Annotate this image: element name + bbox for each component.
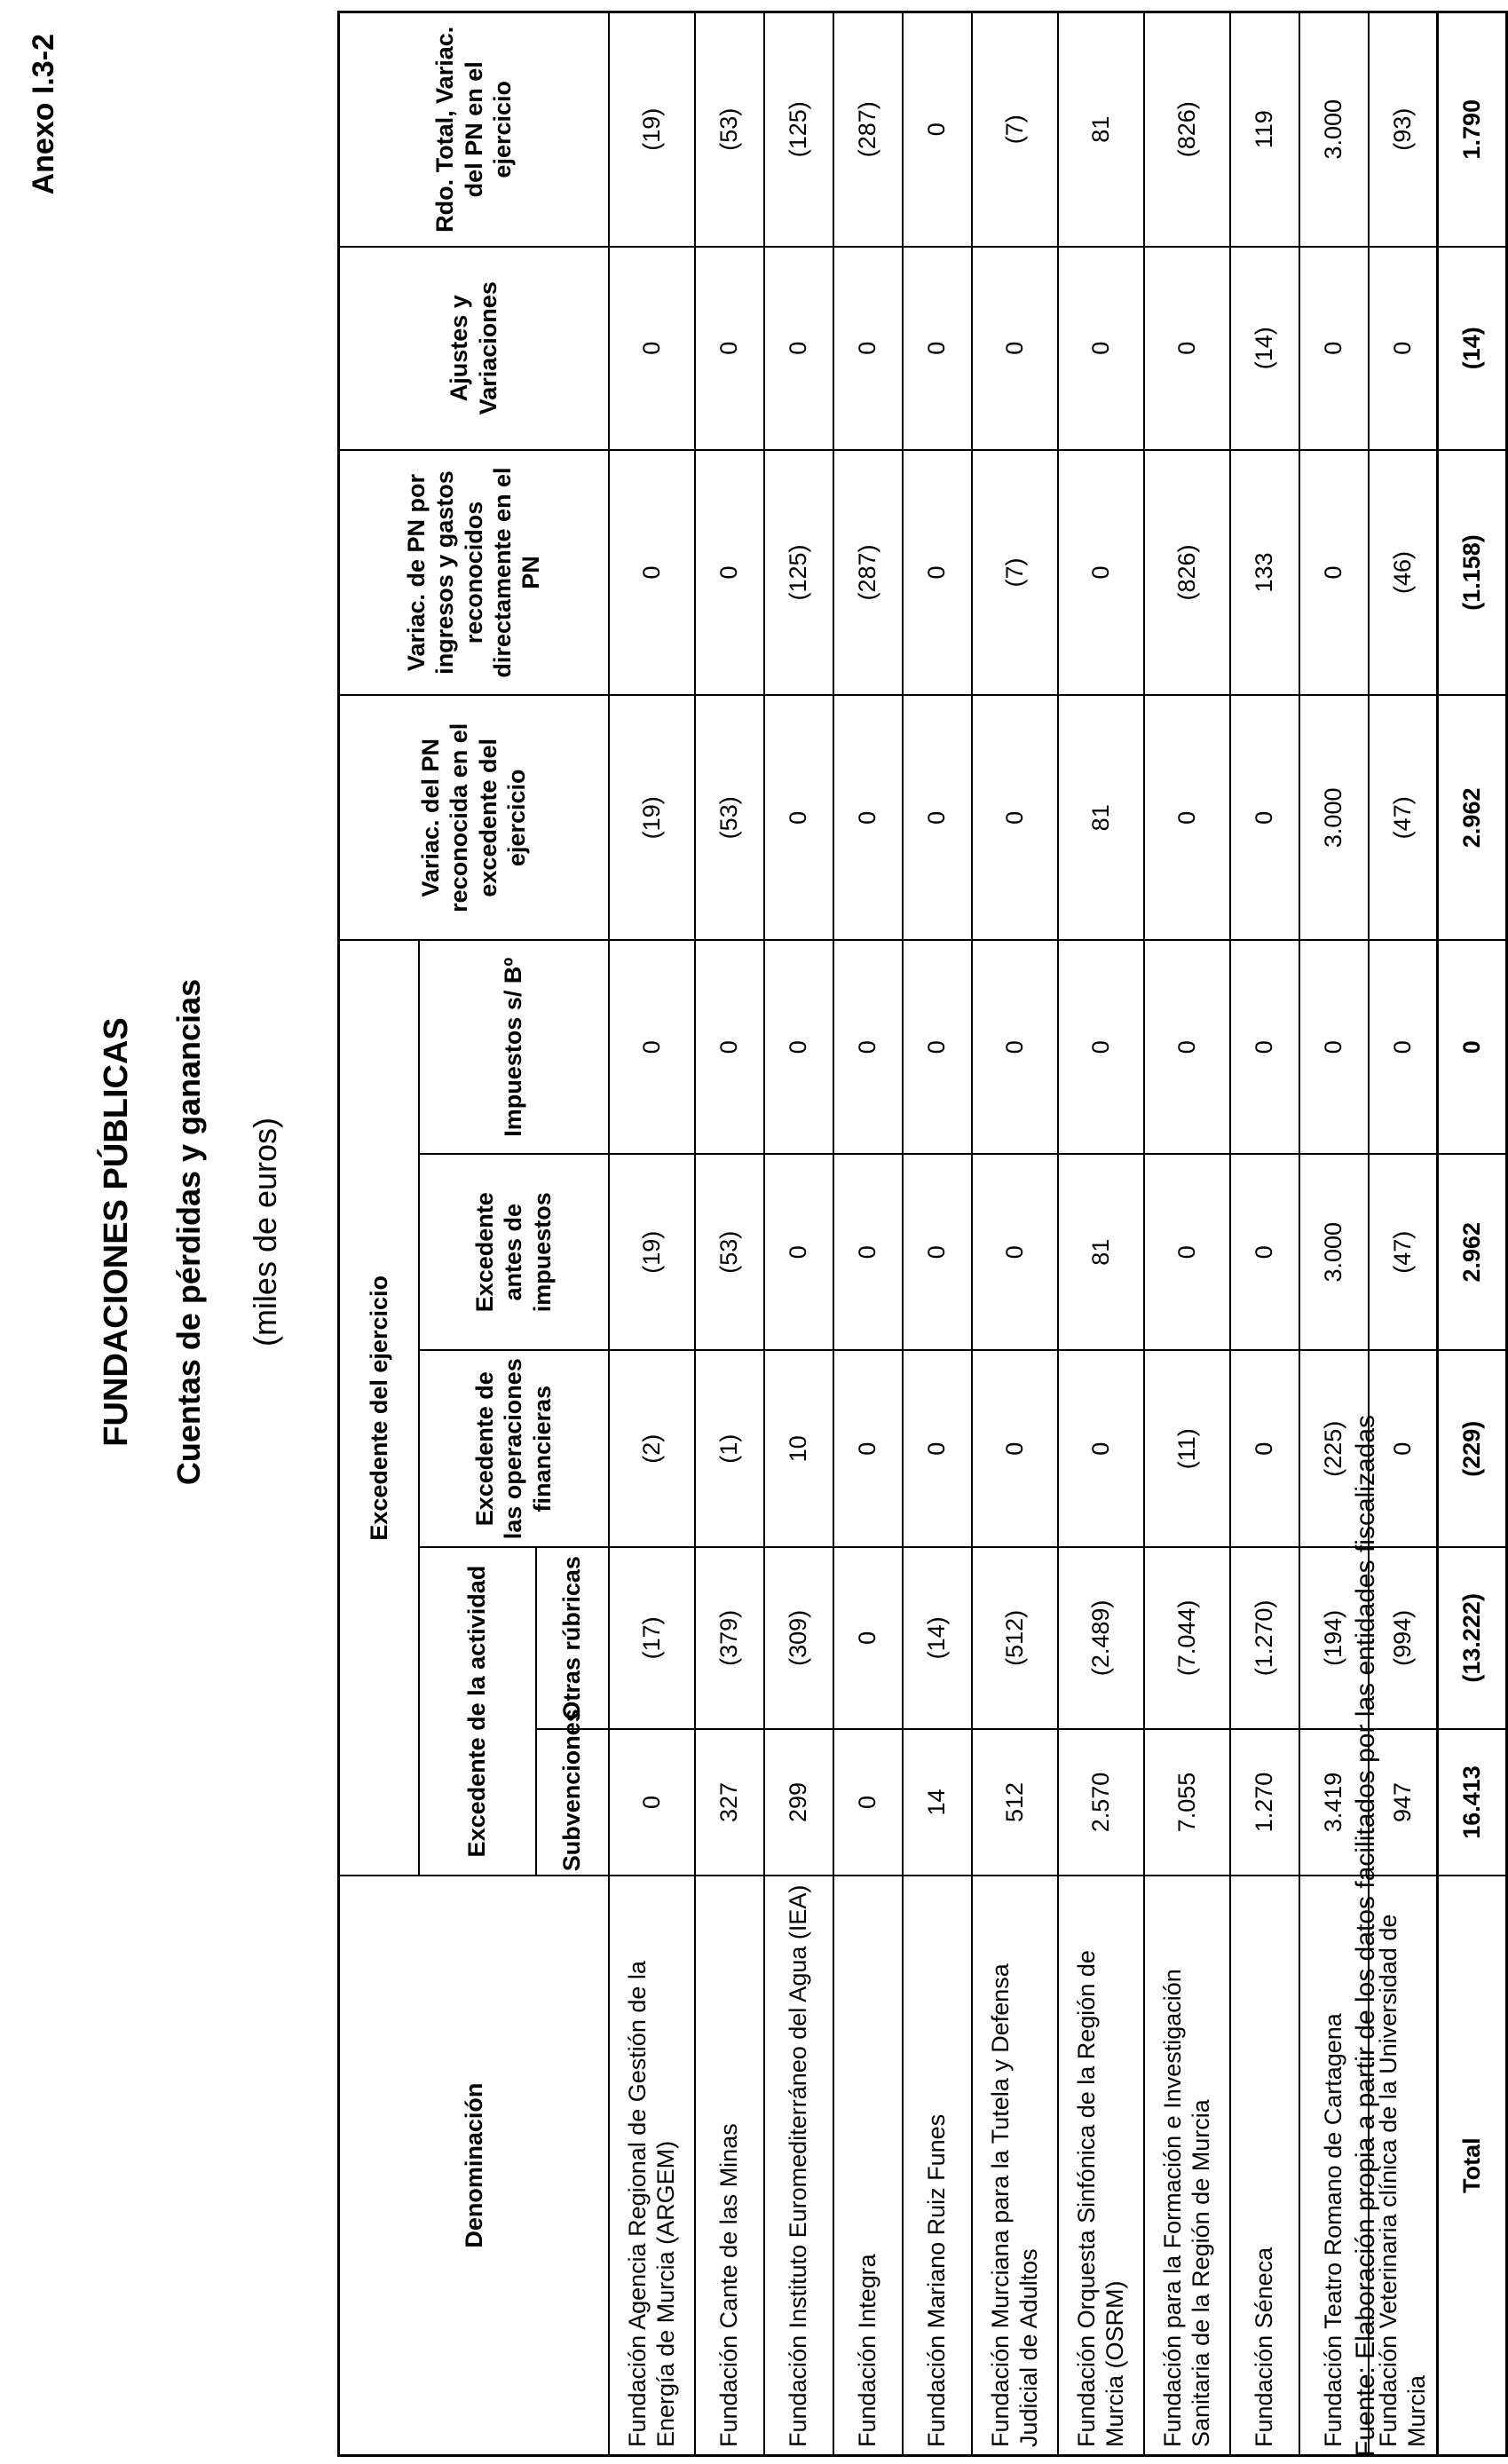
cell-variac-pn-ingresos-gastos: 0 <box>609 450 695 695</box>
cell-impuestos: 0 <box>833 940 903 1154</box>
row-name: Fundación Séneca <box>1230 1876 1299 2455</box>
cell-operaciones-financieras: (2) <box>609 1351 695 1547</box>
cell-impuestos: 0 <box>972 940 1058 1154</box>
cell-variac-pn-excedente: 81 <box>1058 695 1144 940</box>
cell-otras-rubricas: (2.489) <box>1058 1547 1144 1729</box>
cell-otras-rubricas: (14) <box>903 1547 972 1729</box>
cell-impuestos: 0 <box>1369 940 1438 1154</box>
cell-resultado-total: (19) <box>609 12 695 247</box>
header-subvenciones: Subvenciones <box>536 1729 609 1876</box>
cell-operaciones-financieras: 0 <box>972 1351 1058 1547</box>
total-subvenciones: 16.413 <box>1438 1729 1507 1876</box>
cell-resultado-total: (287) <box>833 12 903 247</box>
table-row <box>764 12 833 2456</box>
cell-resultado-total: (53) <box>695 12 764 247</box>
cell-ajustes-variaciones: 0 <box>695 247 764 450</box>
cell-operaciones-financieras: 10 <box>764 1351 833 1547</box>
cell-resultado-total: 81 <box>1058 12 1144 247</box>
cell-subvenciones: 327 <box>695 1729 764 1876</box>
header-excedente-ejercicio: Excedente del ejercicio <box>339 940 419 1876</box>
cell-antes-impuestos: 0 <box>833 1154 903 1350</box>
cell-ajustes-variaciones: 0 <box>1299 247 1369 450</box>
results-table <box>337 11 1508 2457</box>
cell-resultado-total: 3.000 <box>1299 12 1369 247</box>
cell-antes-impuestos: 81 <box>1058 1154 1144 1350</box>
source-note: Fuente: Elaboración propia a partir de los datos facilitados por las entidades fiscalizadas <box>1351 1414 1380 2457</box>
cell-operaciones-financieras: 0 <box>903 1351 972 1547</box>
table-row <box>609 12 695 2456</box>
cell-ajustes-variaciones: 0 <box>764 247 833 450</box>
cell-ajustes-variaciones: 0 <box>903 247 972 450</box>
header-variac-pn-excedente: Variac. del PN reconocida en el excedente del ejercicio <box>339 695 609 940</box>
cell-variac-pn-excedente: (19) <box>609 695 695 940</box>
total-operaciones-financieras: (229) <box>1438 1351 1507 1547</box>
cell-variac-pn-excedente: 0 <box>833 695 903 940</box>
cell-otras-rubricas: (1.270) <box>1230 1547 1299 1729</box>
cell-subvenciones: 3.419 <box>1299 1729 1369 1876</box>
cell-variac-pn-excedente: 0 <box>1230 695 1299 940</box>
cell-ajustes-variaciones: 0 <box>1369 247 1438 450</box>
cell-impuestos: 0 <box>1230 940 1299 1154</box>
cell-variac-pn-excedente: 0 <box>1144 695 1230 940</box>
cell-resultado-total: (7) <box>972 12 1058 247</box>
header-operaciones-financieras: Excedente de las operaciones financieras <box>419 1351 609 1547</box>
cell-impuestos: 0 <box>1058 940 1144 1154</box>
cell-resultado-total: (125) <box>764 12 833 247</box>
units-note: (miles de euros) <box>247 1117 283 1347</box>
cell-variac-pn-ingresos-gastos: 0 <box>1299 450 1369 695</box>
cell-resultado-total: (826) <box>1144 12 1230 247</box>
row-name: Fundación para la Formación e Investigación Sanitaria de la Región de Murcia <box>1144 1876 1230 2455</box>
row-name: Fundación Orquesta Sinfónica de la Región de Murcia (OSRM) <box>1058 1876 1144 2455</box>
cell-subvenciones: 14 <box>903 1729 972 1876</box>
cell-ajustes-variaciones: (14) <box>1230 247 1299 450</box>
cell-subvenciones: 7.055 <box>1144 1729 1230 1876</box>
cell-resultado-total: 119 <box>1230 12 1299 247</box>
cell-otras-rubricas: (7.044) <box>1144 1547 1230 1729</box>
row-name: Fundación Instituto Euromediterráneo del Agua (IEA) <box>764 1876 833 2455</box>
cell-antes-impuestos: 0 <box>903 1154 972 1350</box>
table-row <box>833 12 903 2456</box>
cell-impuestos: 0 <box>1299 940 1369 1154</box>
cell-variac-pn-ingresos-gastos: 133 <box>1230 450 1299 695</box>
cell-variac-pn-excedente: 0 <box>903 695 972 940</box>
cell-subvenciones: 0 <box>609 1729 695 1876</box>
cell-otras-rubricas: 0 <box>833 1547 903 1729</box>
cell-subvenciones: 2.570 <box>1058 1729 1144 1876</box>
row-name: Fundación Murciana para la Tutela y Defensa Judicial de Adultos <box>972 1876 1058 2455</box>
cell-variac-pn-ingresos-gastos: 0 <box>695 450 764 695</box>
table-row <box>1144 12 1230 2456</box>
cell-variac-pn-ingresos-gastos: (46) <box>1369 450 1438 695</box>
cell-antes-impuestos: 0 <box>1230 1154 1299 1350</box>
cell-otras-rubricas: (994) <box>1369 1547 1438 1729</box>
cell-variac-pn-excedente: (47) <box>1369 695 1438 940</box>
header-antes-impuestos: Excedente antes de impuestos <box>419 1154 609 1350</box>
cell-variac-pn-excedente: (53) <box>695 695 764 940</box>
cell-operaciones-financieras: 0 <box>1369 1351 1438 1547</box>
cell-variac-pn-ingresos-gastos: (7) <box>972 450 1058 695</box>
header-excedente-actividad: Excedente de la actividad <box>419 1547 536 1876</box>
total-row <box>1438 12 1507 2456</box>
cell-impuestos: 0 <box>609 940 695 1154</box>
cell-variac-pn-excedente: 3.000 <box>1299 695 1369 940</box>
table-row <box>903 12 972 2456</box>
table-row <box>1230 12 1299 2456</box>
total-ajustes-variaciones: (14) <box>1438 247 1507 450</box>
cell-resultado-total: (93) <box>1369 12 1438 247</box>
table-row <box>695 12 764 2456</box>
page-subtitle: Cuentas de pérdidas y ganancias <box>170 978 207 1486</box>
cell-operaciones-financieras: 0 <box>1058 1351 1144 1547</box>
row-name: Fundación Teatro Romano de Cartagena <box>1299 1876 1369 2455</box>
total-otras-rubricas: (13.222) <box>1438 1547 1507 1729</box>
cell-subvenciones: 299 <box>764 1729 833 1876</box>
cell-impuestos: 0 <box>903 940 972 1154</box>
cell-subvenciones: 512 <box>972 1729 1058 1876</box>
cell-impuestos: 0 <box>764 940 833 1154</box>
annex-label: Anexo I.3-2 <box>27 34 60 195</box>
cell-subvenciones: 1.270 <box>1230 1729 1299 1876</box>
cell-otras-rubricas: (17) <box>609 1547 695 1729</box>
table-row <box>1058 12 1144 2456</box>
cell-otras-rubricas: (309) <box>764 1547 833 1729</box>
cell-variac-pn-excedente: 0 <box>764 695 833 940</box>
cell-antes-impuestos: 3.000 <box>1299 1154 1369 1350</box>
cell-variac-pn-ingresos-gastos: 0 <box>903 450 972 695</box>
cell-variac-pn-excedente: 0 <box>972 695 1058 940</box>
row-name: Fundación Agencia Regional de Gestión de la Energía de Murcia (ARGEM) <box>609 1876 695 2455</box>
cell-subvenciones: 947 <box>1369 1729 1438 1876</box>
cell-operaciones-financieras: 0 <box>1230 1351 1299 1547</box>
header-impuestos: Impuestos s/ Bº <box>419 940 609 1154</box>
row-name: Fundación Cante de las Minas <box>695 1876 764 2455</box>
total-antes-impuestos: 2.962 <box>1438 1154 1507 1350</box>
cell-variac-pn-ingresos-gastos: (287) <box>833 450 903 695</box>
page-title: FUNDACIONES PÚBLICAS <box>98 1017 135 1447</box>
table-row <box>972 12 1058 2456</box>
cell-operaciones-financieras: (11) <box>1144 1351 1230 1547</box>
cell-ajustes-variaciones: 0 <box>1144 247 1230 450</box>
cell-antes-impuestos: 0 <box>764 1154 833 1350</box>
cell-operaciones-financieras: (1) <box>695 1351 764 1547</box>
cell-variac-pn-ingresos-gastos: (826) <box>1144 450 1230 695</box>
total-resultado-total: 1.790 <box>1438 12 1507 247</box>
header-ajustes-variaciones: Ajustes y Variaciones <box>339 247 609 450</box>
row-name: Fundación Mariano Ruiz Funes <box>903 1876 972 2455</box>
cell-variac-pn-ingresos-gastos: 0 <box>1058 450 1144 695</box>
header-resultado-total: Rdo. Total, Variac. del PN en el ejercicio <box>339 12 609 247</box>
cell-operaciones-financieras: 0 <box>833 1351 903 1547</box>
header-otras-rubricas: Otras rúbricas <box>536 1547 609 1729</box>
cell-operaciones-financieras: (225) <box>1299 1351 1369 1547</box>
header-variac-pn-ingresos-gastos: Variac. de PN por ingresos y gastos reconocidos directamente en el PN <box>339 450 609 695</box>
cell-antes-impuestos: 0 <box>1144 1154 1230 1350</box>
row-name: Fundación Veterinaria clínica de la Universidad de Murcia <box>1369 1876 1438 2455</box>
cell-subvenciones: 0 <box>833 1729 903 1876</box>
cell-ajustes-variaciones: 0 <box>972 247 1058 450</box>
cell-impuestos: 0 <box>1144 940 1230 1154</box>
cell-ajustes-variaciones: 0 <box>609 247 695 450</box>
total-label: Total <box>1438 1876 1507 2455</box>
total-impuestos: 0 <box>1438 940 1507 1154</box>
total-variac-pn-excedente: 2.962 <box>1438 695 1507 940</box>
cell-resultado-total: 0 <box>903 12 972 247</box>
cell-otras-rubricas: (512) <box>972 1547 1058 1729</box>
row-name: Fundación Integra <box>833 1876 903 2455</box>
cell-antes-impuestos: (19) <box>609 1154 695 1350</box>
cell-impuestos: 0 <box>695 940 764 1154</box>
cell-otras-rubricas: (379) <box>695 1547 764 1729</box>
cell-antes-impuestos: (47) <box>1369 1154 1438 1350</box>
total-variac-pn-ingresos-gastos: (1.158) <box>1438 450 1507 695</box>
cell-antes-impuestos: 0 <box>972 1154 1058 1350</box>
cell-antes-impuestos: (53) <box>695 1154 764 1350</box>
cell-otras-rubricas: (194) <box>1299 1547 1369 1729</box>
cell-variac-pn-ingresos-gastos: (125) <box>764 450 833 695</box>
header-denominacion: Denominación <box>339 1876 609 2455</box>
cell-ajustes-variaciones: 0 <box>833 247 903 450</box>
cell-ajustes-variaciones: 0 <box>1058 247 1144 450</box>
